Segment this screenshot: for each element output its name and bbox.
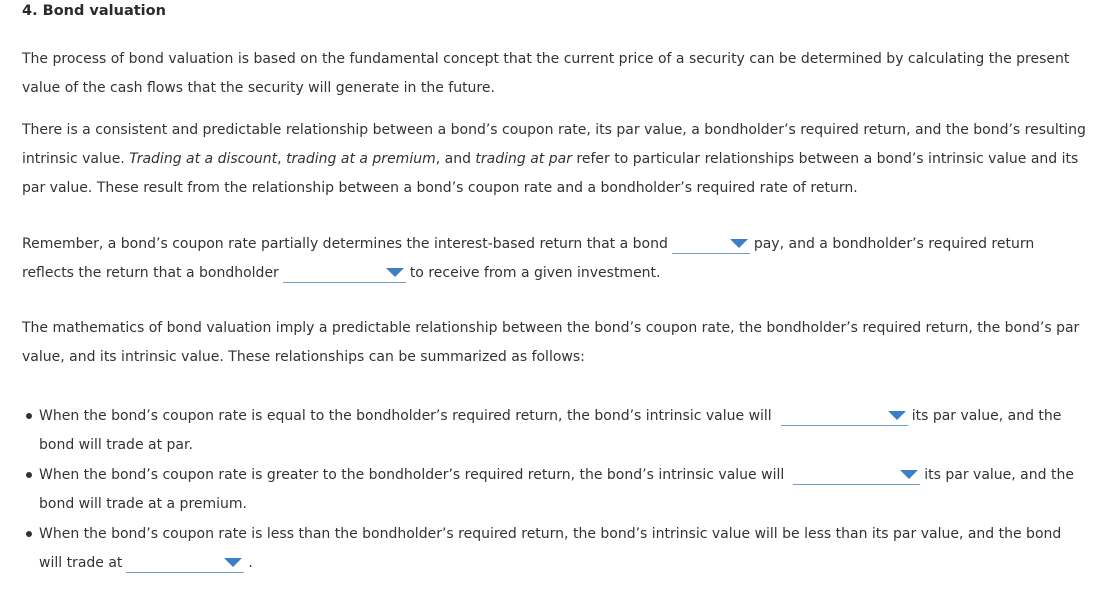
bond-will-dropdown[interactable] — [672, 235, 750, 254]
dropdown-arrow-icon — [730, 239, 748, 248]
relationship-bullets — [22, 402, 1107, 578]
bullet-less — [22, 520, 1107, 578]
text-segment: refer to particular relationships between a bond’s intrinsic value and its — [571, 151, 1079, 167]
mathematics-line-2: value, and its intrinsic value. These relationships can be summarized as follows: — [22, 349, 585, 365]
text-segment: reflects the return that a bondholder — [22, 265, 279, 281]
bullet-greater — [22, 461, 1107, 519]
bullet-equal-line-1 — [39, 402, 1107, 431]
mathematics-line-1: The mathematics of bond valuation imply a predictable relationship between the bond’s coupon rate, the bondholder’s required return, the bond’s par — [22, 320, 1080, 336]
bullet-dot-icon — [26, 531, 32, 537]
remember-paragraph — [22, 230, 1107, 288]
text-segment: . — [248, 555, 253, 571]
equal-case-dropdown[interactable] — [781, 407, 908, 426]
bullet-less-line-1: When the bond’s coupon rate is less than the bondholder’s required return, the bond’s intrinsic value will be less than its par value, and the bond — [39, 526, 1062, 542]
text-segment: its par value, and the — [924, 467, 1074, 483]
text-segment: , — [277, 151, 287, 167]
text-segment: its par value, and the — [911, 408, 1062, 424]
remember-line-1 — [22, 230, 1107, 259]
relationship-line-3: par value. These result from the relationship between a bond’s coupon rate and a bondholder’s required rate of return. — [22, 180, 858, 196]
intro-paragraph — [22, 45, 1107, 103]
dropdown-arrow-icon — [900, 470, 918, 479]
section-title: 4. Bond valuation — [22, 3, 166, 19]
text-segment: will trade at — [39, 555, 123, 571]
bullet-greater-line-1 — [39, 461, 1107, 490]
bondholder-wants-dropdown[interactable] — [283, 264, 406, 283]
bullet-equal — [22, 402, 1107, 460]
relationship-line-1: There is a consistent and predictable relationship between a bond’s coupon rate, its par value, a bondholder’s required return, and the bond’s resulting — [22, 122, 1086, 138]
bullet-dot-icon — [26, 472, 32, 478]
intro-line-1: The process of bond valuation is based on the fundamental concept that the current price of a security can be determined by calculating the present — [22, 51, 1070, 67]
text-segment: to receive from a given investment. — [409, 265, 661, 281]
bullet-less-line-2 — [39, 549, 1107, 578]
term-premium: trading at a premium — [286, 151, 436, 167]
relationship-line-2 — [22, 145, 1107, 174]
dropdown-arrow-icon — [224, 558, 242, 567]
text-segment: intrinsic value. — [22, 151, 130, 167]
text-segment: When the bond’s coupon rate is greater to the bondholder’s required return, the bond’s intrinsic value will — [39, 467, 785, 483]
text-segment: pay, and a bondholder’s required return — [753, 236, 1035, 252]
term-discount: Trading at a discount — [129, 151, 278, 167]
text-segment: , and — [435, 151, 476, 167]
intro-line-2: value of the cash flows that the security will generate in the future. — [22, 80, 495, 96]
bullet-equal-line-2: bond will trade at par. — [39, 437, 193, 453]
relationship-paragraph — [22, 116, 1107, 203]
text-segment: Remember, a bond’s coupon rate partially determines the interest-based return that a bond — [22, 236, 668, 252]
dropdown-arrow-icon — [888, 411, 906, 420]
mathematics-paragraph — [22, 314, 1107, 372]
bullet-dot-icon — [26, 413, 32, 419]
text-segment: When the bond’s coupon rate is equal to the bondholder’s required return, the bond’s intrinsic value will — [39, 408, 772, 424]
greater-case-dropdown[interactable] — [793, 466, 920, 485]
remember-line-2 — [22, 259, 1107, 288]
dropdown-arrow-icon — [386, 268, 404, 277]
bullet-greater-line-2: bond will trade at a premium. — [39, 496, 247, 512]
less-case-dropdown[interactable] — [126, 554, 244, 573]
term-par: trading at par — [475, 151, 572, 167]
